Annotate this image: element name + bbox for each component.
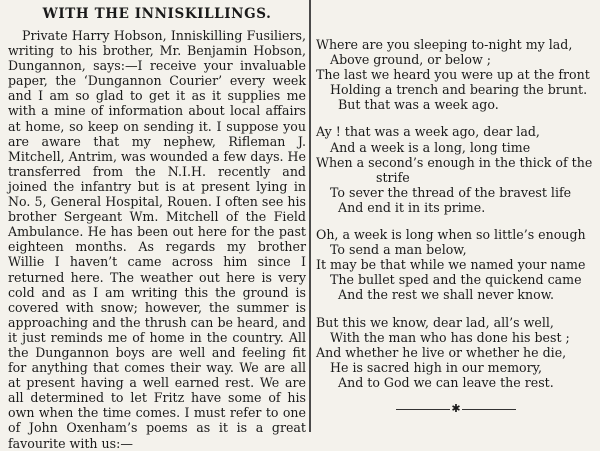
poem-stanza-1 [316,37,596,112]
poem-column [316,37,596,427]
column-divider [309,0,311,432]
verse-line: The bullet sped and the quickend came [330,272,582,288]
verse-line: But this we know, dear lad, all’s well, [316,314,554,330]
verse-line: And to God we can leave the rest. [338,374,554,390]
verse-line: But that was a week ago. [338,97,499,113]
verse-line: Where are you sleeping to-night my lad, [316,37,573,52]
verse-line: He is sacred high in our memory, [330,359,543,375]
star-icon: ✱ [451,401,461,415]
verse-line: To send a man below, [330,242,467,258]
verse-line: Holding a trench and bearing the brunt. [330,82,588,98]
poem-stanza-4 [316,315,596,390]
verse-line: And end it in its prime. [338,199,486,215]
article-body: Private Harry Hobson, Inniskilling Fusiliers, writing to his brother, Mr. Benjamin Hobson, Dungannon, says:—I receive your invaluable paper, the ‘Dungannon Courier’ every week and I am so glad to get it as it supplies me with a mine of information about local affairs at home, so keep on sending it. I suppose you are aware that my nephew, Rifleman J. Mitchell, Antrim, was wounded a few days. He transferred from the N.I.H. recently and joined the infantry but is at present lying in No. 5, General Hospital, Rouen. I often see his brother Sergeant Wm. Mitchell of the Field Ambulance. He has been out here for the past eighteen months. As regards my brother Willie I haven’t came across him since I returned here. The weather out here is very cold and as I am writing this the ground is covered with snow; however, the summer is approaching and the thrush can be heard, and it just reminds me of home in the country. All the Dungannon boys are well and feeling fit for anything that comes their way. We are all at present having a well earned rest. We are all determined to let Fritz have some of his own when the time comes. I must refer to one of John Oxenham’s poems as it is a great favourite with us:— [8,28,306,451]
verse-line: The last we heard you were up at the front [316,67,590,83]
verse-line: When a second’s enough in the thick of the [316,154,593,170]
verse-line: And whether he live or whether he die, [316,344,567,360]
article-headline: WITH THE INNISKILLINGS. [42,6,272,22]
verse-line: To sever the thread of the bravest life [330,184,572,200]
verse-line: Above ground, or below ; [330,52,492,68]
verse-line: And the rest we shall never know. [338,287,555,303]
poem-stanza-3 [316,227,596,302]
ornamental-rule [396,402,516,416]
verse-line: Ay ! that was a week ago, dear lad, [316,124,540,140]
verse-line: Oh, a week is long when so little’s enough [316,227,586,243]
verse-line: It may be that while we named your name [316,257,586,273]
verse-line: strife [376,169,410,185]
left-column [8,6,306,451]
verse-line: And a week is a long, long time [330,139,531,155]
poem-stanza-2 [316,124,596,215]
verse-line: With the man who has done his best ; [330,329,570,345]
